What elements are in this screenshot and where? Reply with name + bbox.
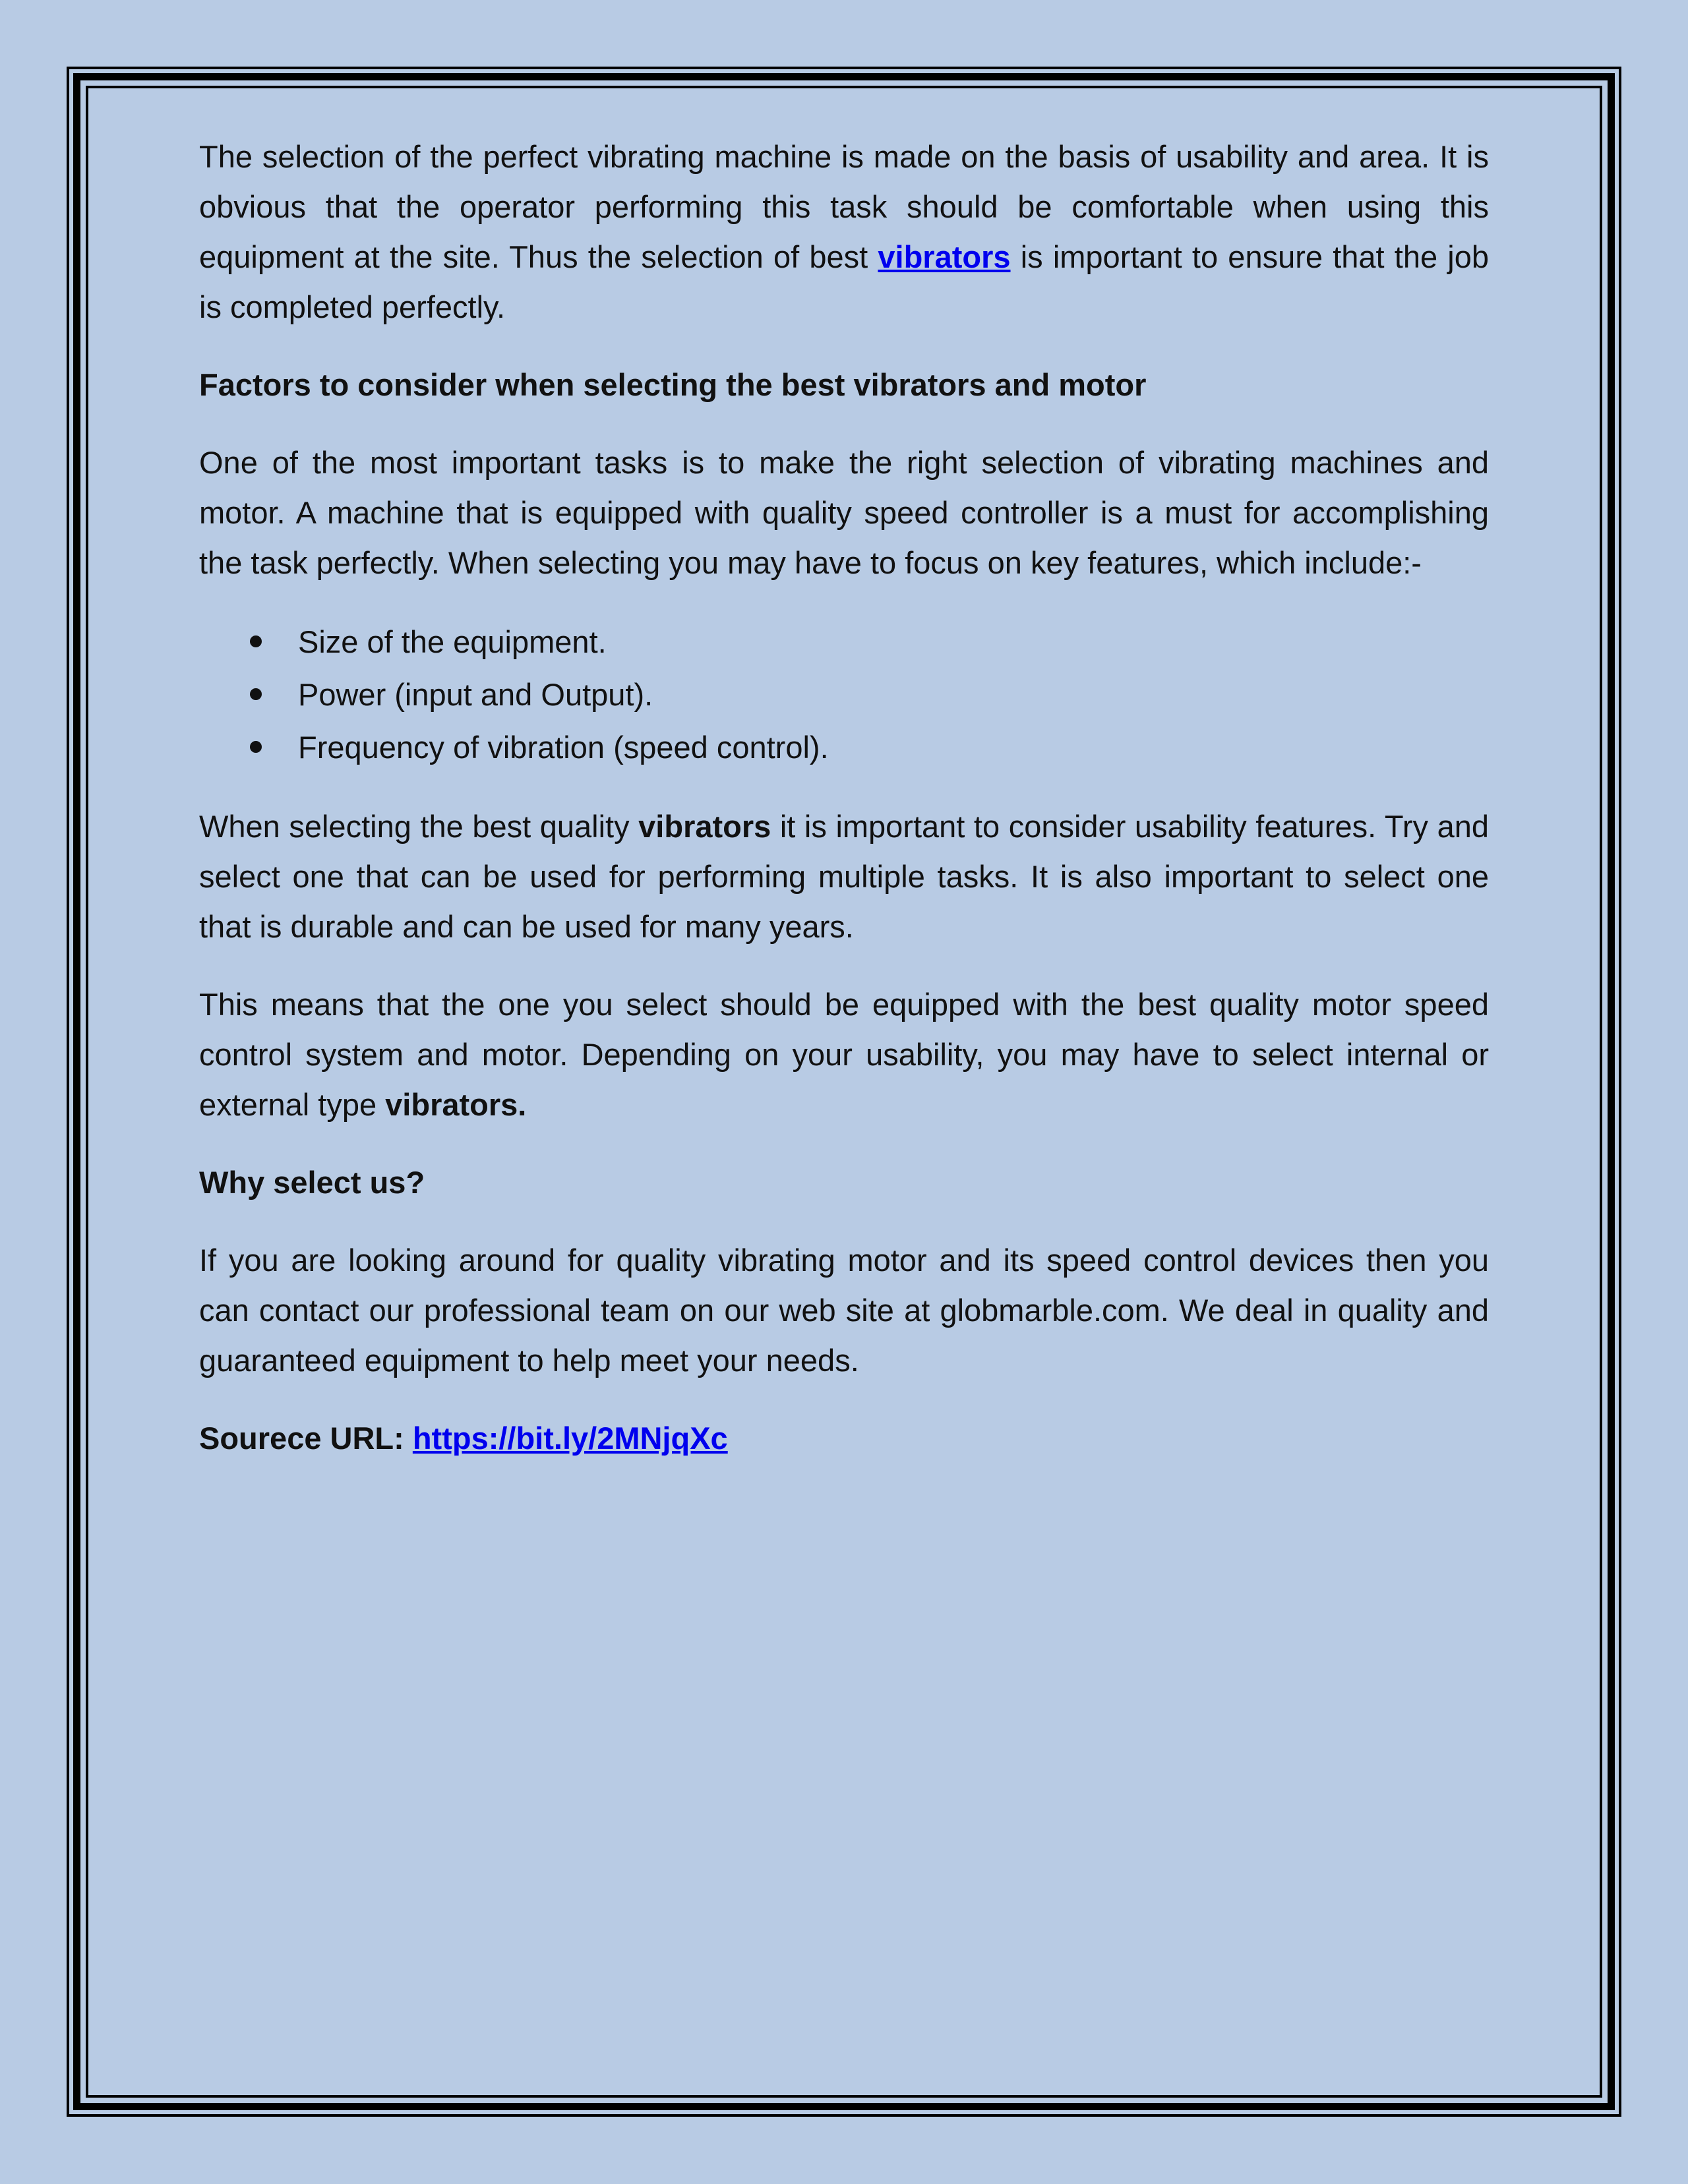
factors-heading: Factors to consider when selecting the best vibrators and motor — [199, 367, 1147, 402]
features-list — [199, 616, 1489, 774]
source-url-link[interactable]: https://bit.ly/2MNjqXc — [412, 1421, 728, 1456]
list-item-text: Size of the equipment. — [298, 624, 607, 659]
source-line — [199, 1413, 1489, 1463]
usability-text-before-bold: When selecting the best quality — [199, 809, 639, 844]
motor-text-before-bold: This means that the one you select should be equipped with the best quality motor speed control system and motor. Depending on your usability, you may have to select internal or external type — [199, 987, 1489, 1122]
intro-paragraph — [199, 132, 1489, 332]
list-item — [199, 668, 1489, 721]
vibrators-link[interactable]: vibrators — [878, 239, 1011, 274]
motor-bold-text: vibrators. — [385, 1087, 527, 1122]
bullet-icon — [250, 635, 262, 647]
usability-bold-text: vibrators — [638, 809, 771, 844]
source-label: Sourece URL: — [199, 1421, 413, 1456]
intro-text-after-link: is important to ensure that the job is completed perfectly. — [199, 239, 1490, 324]
why-heading: Why select us? — [199, 1165, 425, 1200]
intro-text-before-link: The selection of the perfect vibrating machine is made on the basis of usability and area. It is obvious that the operator performing this task should be comfortable when using this equipment at the site. Thus the selection of best — [199, 139, 1489, 274]
bullet-icon — [250, 741, 262, 753]
list-item-text: Frequency of vibration (speed control). — [298, 730, 829, 765]
list-item-text: Power (input and Output). — [298, 677, 653, 712]
usability-paragraph — [199, 802, 1489, 952]
factors-paragraph: One of the most important tasks is to make the right selection of vibrating machines and motor. A machine that is equipped with quality speed controller is a must for accomplishing the task perfectly. When selecting you may have to focus on key features, which include:- — [199, 445, 1489, 580]
document-body — [199, 132, 1489, 1491]
motor-paragraph — [199, 980, 1489, 1130]
list-item — [199, 721, 1489, 774]
why-paragraph: If you are looking around for quality vibrating motor and its speed control devices then you can contact our professional team on our web site at globmarble.com. We deal in quality and guaranteed equipment to help meet your needs. — [199, 1243, 1489, 1378]
list-item — [199, 616, 1489, 668]
usability-text-after-bold: it is important to consider usability features. Try and select one that can be used for performing multiple tasks. It is also important to select one that is durable and can be used for many years. — [199, 809, 1489, 944]
bullet-icon — [250, 688, 262, 700]
